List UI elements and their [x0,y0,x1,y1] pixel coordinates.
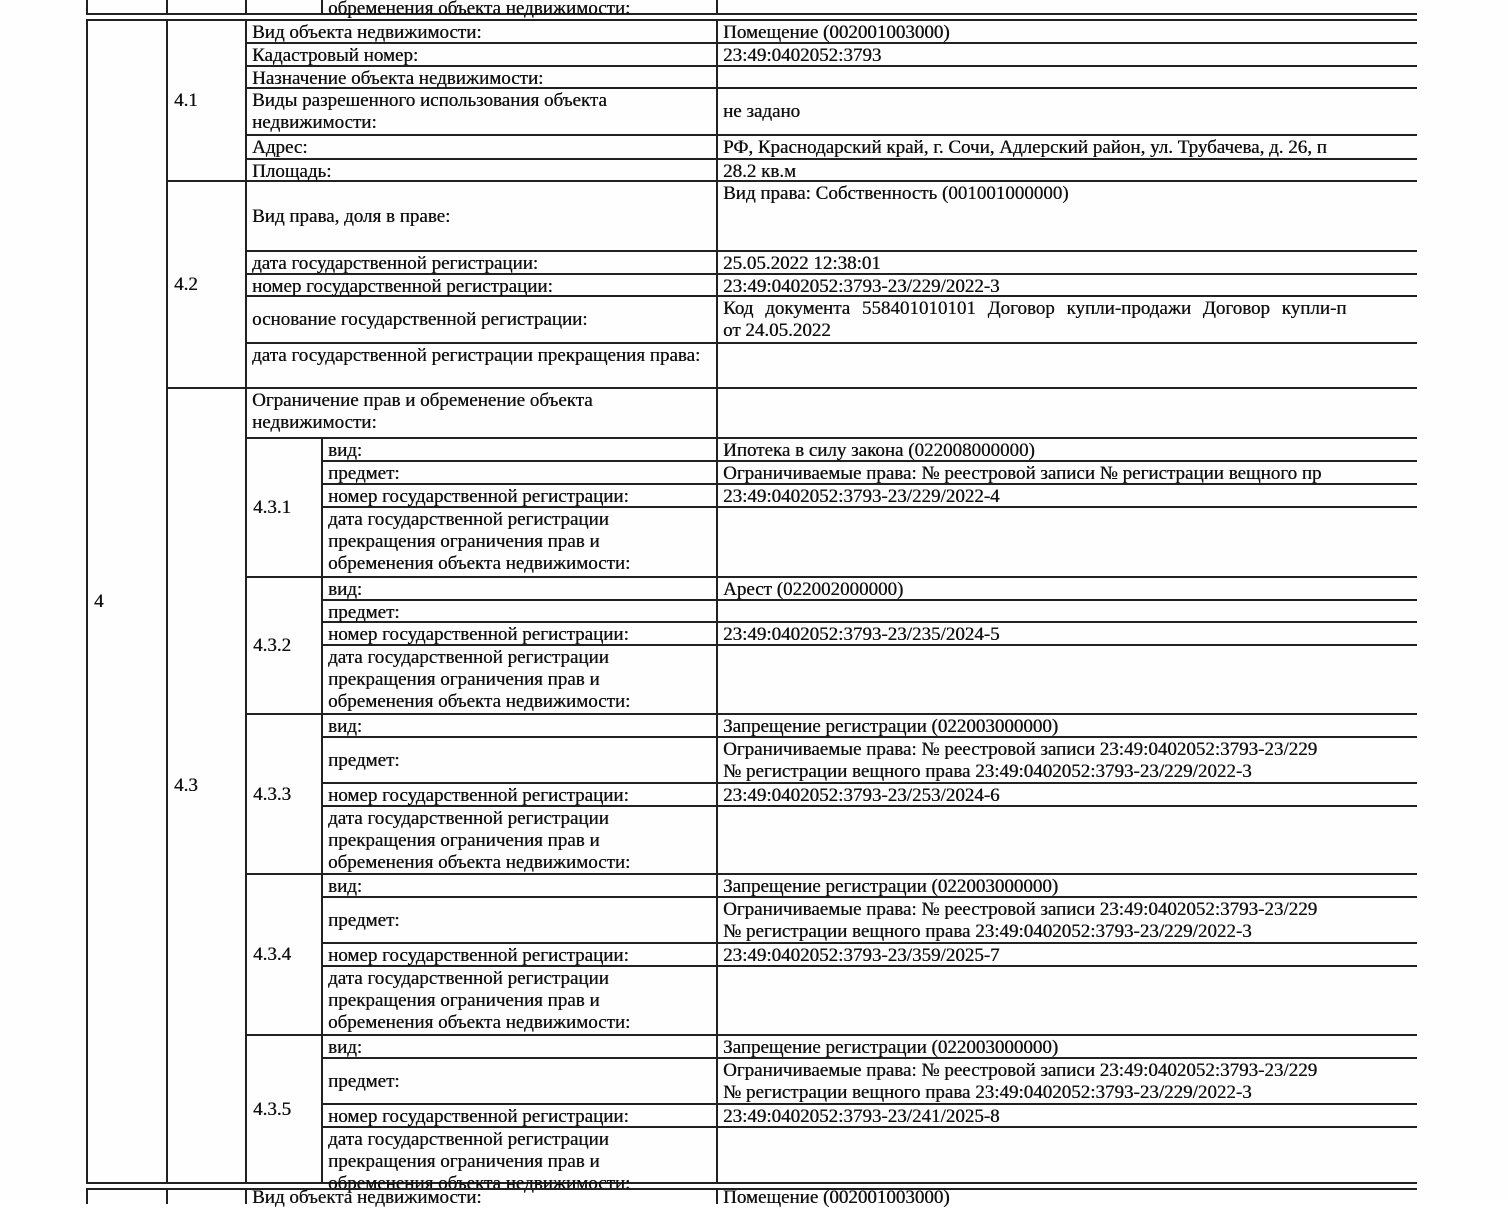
value-object-kind: Помещение (002001003000) [718,21,1417,44]
label-subject: предмет: [323,738,718,784]
value-kind: Ипотека в силу закона (022008000000) [718,439,1417,462]
bottom-cell-label: Вид объекта недвижимости: [247,1190,718,1204]
item-number-4-3-3: 4.3.3 [247,715,323,875]
bottom-cell-value: Помещение (002001003000) [723,1187,950,1208]
value-kind: Запрещение регистрации (022003000000) [718,875,1417,898]
label-purpose: Назначение объекта недвижимости: [247,67,718,89]
value-reg-basis-line1: Код документа 558401010101 Договор купли-продажи Договор купли-п [723,298,1347,319]
label-subject: предмет: [323,462,718,485]
top-cell-sub [168,0,247,15]
label-reg-basis: основание государственной регистрации: [247,297,718,344]
value-permitted-use: не задано [718,89,1417,136]
value-reg-date: 25.05.2022 12:38:01 [718,252,1417,275]
value-subject-line1: Ограничиваемые права: № реестровой записи 23:49:0402052:3793-23/229 [723,1060,1318,1081]
bottom-cell-sub [168,1190,247,1204]
item-number-4-3-2: 4.3.2 [247,578,323,715]
label-subject: предмет: [323,898,718,944]
value-restr-termination [718,1128,1417,1184]
value-restr-reg-number: 23:49:0402052:3793-23/253/2024-6 [718,784,1417,807]
value-subject [718,601,1417,623]
value-restr-reg-number: 23:49:0402052:3793-23/229/2022-4 [718,485,1417,508]
top-cell-value [718,0,1417,15]
subsection-number-4-2: 4.2 [168,182,247,389]
value-subject-line2: № регистрации вещного права 23:49:0402052:3793-23/229/2022-3 [723,1082,1252,1103]
label-kind: вид: [323,439,718,462]
top-cell-label: обременения объекта недвижимости: [323,0,718,15]
value-subject-line1: Ограничиваемые права: № реестровой записи 23:49:0402052:3793-23/229 [723,739,1318,760]
value-restr-termination [718,508,1417,578]
top-cell-item [247,0,323,15]
value-purpose [718,67,1417,89]
section-number: 4 [88,21,168,1184]
value-subject: Ограничиваемые права: № реестровой записи № регистрации вещного пр [718,462,1417,485]
label-restr-reg-number: номер государственной регистрации: [323,485,718,508]
value-reg-termination-date [718,344,1417,389]
label-kind: вид: [323,578,718,601]
section-4-table [86,19,1417,1194]
label-kind: вид: [323,1036,718,1059]
bottom-cell-seq [88,1190,168,1204]
value-restrictions-header [718,389,1417,439]
value-restr-termination [718,807,1417,875]
bottom-partial-row [86,1187,1417,1208]
label-restr-reg-number: номер государственной регистрации: [323,623,718,646]
value-restr-termination [718,646,1417,715]
value-kind: Запрещение регистрации (022003000000) [718,1036,1417,1059]
label-area: Площадь: [247,160,718,182]
value-address: РФ, Краснодарский край, г. Сочи, Адлерский район, ул. Трубачева, д. 26, п [718,136,1417,160]
label-restr-reg-number: номер государственной регистрации: [323,784,718,807]
value-subject-line2: № регистрации вещного права 23:49:0402052:3793-23/229/2022-3 [723,761,1252,782]
top-cell-seq [88,0,168,15]
label-subject: предмет: [323,1059,718,1105]
label-address: Адрес: [247,136,718,160]
label-kind: вид: [323,715,718,738]
value-restr-reg-number: 23:49:0402052:3793-23/359/2025-7 [718,944,1417,967]
subsection-number-4-1: 4.1 [168,21,247,182]
value-subject [718,1059,1417,1105]
value-restr-termination [718,967,1417,1036]
value-reg-number: 23:49:0402052:3793-23/229/2022-3 [718,275,1417,297]
value-right-type: Вид права: Собственность (001001000000) [718,182,1417,252]
value-subject-line1: Ограничиваемые права: № реестровой записи 23:49:0402052:3793-23/229 [723,899,1318,920]
value-area: 28.2 кв.м [718,160,1417,182]
value-reg-basis [718,297,1417,344]
label-permitted-use: Виды разрешенного использования объекта недвижимости: [247,89,718,136]
value-subject [718,898,1417,944]
value-subject [718,738,1417,784]
label-restr-termination: дата государственной регистрации прекращения ограничения прав и обременения объекта недвижимости: [323,967,718,1036]
value-kind: Арест (022002000000) [718,578,1417,601]
label-restr-termination: дата государственной регистрации прекращения ограничения прав и обременения объекта недвижимости: [323,1128,718,1184]
label-restr-termination: дата государственной регистрации прекращения ограничения прав и обременения объекта недвижимости: [323,807,718,875]
value-kind: Запрещение регистрации (022003000000) [718,715,1417,738]
label-restr-termination: дата государственной регистрации прекращения ограничения прав и обременения объекта недвижимости: [323,646,718,715]
label-restr-termination: дата государственной регистрации прекращения ограничения прав и обременения объекта недвижимости: [323,508,718,578]
value-restr-reg-number: 23:49:0402052:3793-23/241/2025-8 [718,1105,1417,1128]
item-number-4-3-1: 4.3.1 [247,439,323,578]
label-object-kind: Вид объекта недвижимости: [247,21,718,44]
value-cadastral-number: 23:49:0402052:3793 [718,44,1417,67]
label-restr-reg-number: номер государственной регистрации: [323,944,718,967]
label-restrictions-header: Ограничение прав и обременение объекта недвижимости: [247,389,718,439]
label-reg-date: дата государственной регистрации: [247,252,718,275]
label-kind: вид: [323,875,718,898]
label-reg-termination-date: дата государственной регистрации прекращения права: [247,344,718,389]
label-reg-number: номер государственной регистрации: [247,275,718,297]
subsection-number-4-3: 4.3 [168,389,247,1184]
value-subject-line2: № регистрации вещного права 23:49:0402052:3793-23/229/2022-3 [723,921,1252,942]
label-subject: предмет: [323,601,718,623]
label-restr-reg-number: номер государственной регистрации: [323,1105,718,1128]
value-reg-basis-line2: от 24.05.2022 [723,320,831,341]
label-right-type: Вид права, доля в праве: [247,182,718,252]
item-number-4-3-5: 4.3.5 [247,1036,323,1184]
label-cadastral-number: Кадастровый номер: [247,44,718,67]
value-restr-reg-number: 23:49:0402052:3793-23/235/2024-5 [718,623,1417,646]
item-number-4-3-4: 4.3.4 [247,875,323,1036]
top-partial-row [86,0,1417,19]
